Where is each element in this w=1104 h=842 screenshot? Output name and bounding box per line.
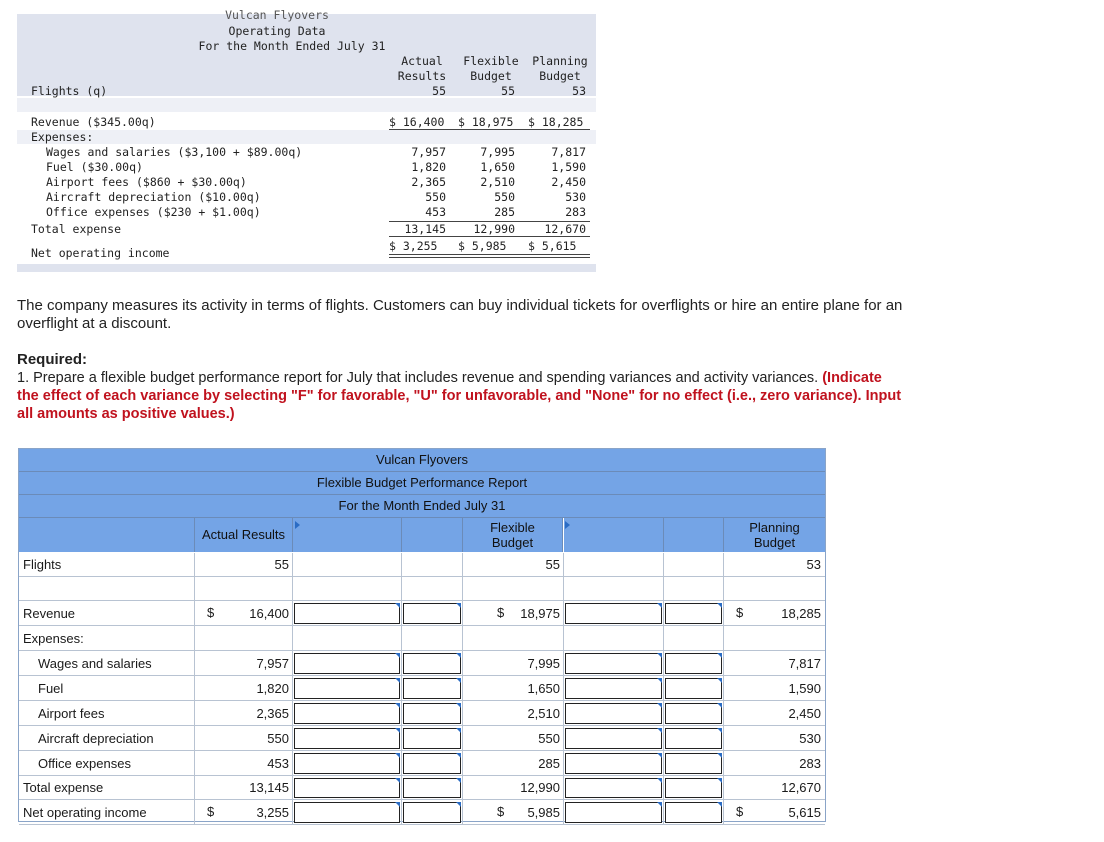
op-expense-flex: 7,995: [480, 145, 515, 159]
stripe: [17, 98, 596, 112]
flights-label: Flights: [23, 557, 62, 572]
col-head-flex-2: Budget: [470, 69, 512, 83]
revenue-plan: 18,285: [781, 606, 821, 621]
performance-report-table: [18, 448, 826, 822]
op-expense-actual: 2,365: [411, 175, 446, 189]
col-head-f-u-1: [402, 518, 463, 552]
flights-flex: 55: [545, 557, 560, 572]
variance-effect-select[interactable]: [665, 728, 722, 749]
op-expense-flex: 2,510: [480, 175, 515, 189]
col-head-flexible: [463, 518, 563, 552]
expenses-label: Expenses:: [31, 130, 94, 144]
table-cell: [293, 553, 402, 577]
variance-amount-input[interactable]: [565, 653, 662, 674]
op-expense-plan: 1,590: [551, 160, 586, 174]
double-underline: [389, 254, 590, 255]
net-operating-income-actual: 3,255: [256, 805, 289, 820]
op-expense-label: Fuel ($30.00q): [46, 160, 143, 174]
col-head-planning-line1: Planning: [749, 520, 800, 535]
op-expense-plan: 7,817: [551, 145, 586, 159]
op-expense-plan: 2,450: [551, 175, 586, 189]
col-head-flex-1: Flexible: [463, 54, 519, 68]
report-title: Flexible Budget Performance Report: [19, 472, 825, 495]
bottom-band: [17, 264, 596, 272]
report-company: Vulcan Flyovers: [19, 449, 825, 472]
required-note-2: the effect of each variance by selecting "F" for favorable, "U" for unfavorable, and "None" for no effect (i.e., zero variance). Input: [17, 388, 902, 404]
variance-effect-select[interactable]: [403, 802, 461, 823]
flights-actual: 55: [274, 557, 289, 572]
expense-label: Wages and salaries: [38, 656, 152, 671]
expense-flex: 7,995: [527, 656, 560, 671]
currency-symbol: $: [497, 605, 505, 620]
table-cell: [724, 626, 825, 651]
col-head-plan-2: Budget: [539, 69, 581, 83]
table-cell: [664, 577, 724, 601]
flights-label: Flights (q): [31, 84, 108, 98]
table-cell: [402, 577, 463, 601]
net-operating-income-flex: 5,985: [527, 805, 560, 820]
expense-label: Fuel: [38, 681, 64, 696]
expense-plan: 2,450: [788, 706, 821, 721]
currency-symbol: $: [736, 605, 744, 620]
noi-actual: $ 3,255: [389, 239, 438, 253]
report-period: For the Month Ended July 31: [19, 495, 825, 518]
company-name-cut: Vulcan Flyovers: [225, 8, 329, 22]
variance-effect-select[interactable]: [403, 778, 461, 798]
op-expense-label: Airport fees ($860 + $30.00q): [46, 175, 247, 189]
expense-plan: 7,817: [788, 656, 821, 671]
col-head-plan-1: Planning: [532, 54, 588, 68]
expense-actual: 1,820: [256, 681, 289, 696]
col-head-actual-2: Results: [397, 69, 447, 83]
required-instructions: [17, 369, 1092, 387]
variance-effect-select[interactable]: [403, 653, 461, 674]
double-underline: [389, 257, 590, 258]
expense-flex: 2,510: [527, 706, 560, 721]
total-expense-plan: 12,670: [781, 780, 821, 795]
op-expense-flex: 550: [494, 190, 515, 204]
net-operating-income-label: Net operating income: [23, 805, 147, 820]
total-expense-label: Total expense: [23, 780, 104, 795]
total-flex: 12,990: [473, 222, 515, 236]
op-expense-label: Wages and salaries ($3,100 + $89.00q): [46, 145, 303, 159]
flights-plan: 53: [806, 557, 821, 572]
op-expense-label: Office expenses ($230 + $1.00q): [46, 205, 261, 219]
revenue-plan: $ 18,285: [528, 115, 584, 129]
currency-symbol: $: [497, 804, 505, 819]
variance-amount-input[interactable]: [565, 778, 662, 798]
table-cell: [195, 577, 293, 601]
expense-flex: 1,650: [527, 681, 560, 696]
currency-symbol: $: [207, 804, 215, 819]
noi-label: Net operating income: [31, 246, 170, 260]
col-head-actual-1: Actual: [401, 54, 443, 68]
op-expense-actual: 550: [425, 190, 446, 204]
variance-amount-input[interactable]: [565, 603, 662, 624]
variance-amount-input[interactable]: [565, 728, 662, 749]
op-expense-actual: 1,820: [411, 160, 446, 174]
intro-line-2: overflight at a discount.: [17, 315, 172, 332]
variance-effect-select[interactable]: [403, 703, 461, 724]
table-cell: [463, 626, 564, 651]
expense-plan: 530: [799, 731, 821, 746]
table-cell: [293, 577, 402, 601]
variance-effect-select[interactable]: [665, 802, 722, 823]
col-head-flexible-line2: Budget: [491, 535, 534, 550]
variance-amount-input[interactable]: [565, 703, 662, 724]
table-cell: [19, 577, 195, 601]
variance-effect-select[interactable]: [665, 753, 722, 774]
dropdown-marker: [295, 521, 300, 529]
intro-paragraph: [17, 297, 1087, 333]
col-head-f-u-2: [664, 518, 724, 552]
underline: [389, 236, 590, 237]
op-expense-plan: 530: [565, 190, 586, 204]
variance-effect-select[interactable]: [403, 603, 461, 624]
col-head-planning-line2: Budget: [753, 535, 796, 550]
flights-flex: 55: [501, 84, 515, 98]
table-cell: [463, 577, 564, 601]
operating-data-title: Operating Data: [228, 24, 326, 38]
required-item: 1. Prepare a flexible budget performance report for July that includes revenue and spending variances and activity variances.: [17, 370, 819, 386]
revenue-flex: 18,975: [520, 606, 560, 621]
revenue-actual: $ 16,400: [389, 115, 445, 129]
table-cell: [293, 626, 402, 651]
table-cell: [564, 626, 664, 651]
op-expense-actual: 7,957: [411, 145, 446, 159]
flights-plan: 53: [572, 84, 586, 98]
expenses-heading: Expenses:: [23, 631, 84, 646]
variance-effect-select[interactable]: [403, 678, 461, 699]
variance-amount-input[interactable]: [565, 753, 662, 774]
revenue-actual: 16,400: [249, 606, 289, 621]
operating-data-period: For the Month Ended July 31: [198, 39, 386, 53]
expense-actual: 7,957: [256, 656, 289, 671]
operating-data-panel: [17, 8, 596, 272]
table-cell: [564, 577, 664, 601]
variance-amount-input[interactable]: [294, 802, 400, 823]
net-operating-income-plan: 5,615: [788, 805, 821, 820]
total-expense-label: Total expense: [31, 222, 122, 236]
col-head-actual: Actual Results: [195, 518, 293, 552]
variance-amount-input[interactable]: [294, 728, 400, 749]
op-expense-flex: 1,650: [480, 160, 515, 174]
col-head-flexible-line1: Flexible: [490, 520, 535, 535]
table-cell: [664, 553, 724, 577]
revenue-label: Revenue: [23, 606, 76, 621]
noi-flex: $ 5,985: [458, 239, 507, 253]
variance-effect-select[interactable]: [665, 653, 722, 674]
col-head-variance-1: [293, 518, 402, 552]
expense-label: Aircraft depreciation: [38, 731, 154, 746]
op-expense-flex: 285: [494, 205, 515, 219]
variance-amount-input[interactable]: [565, 678, 662, 699]
variance-effect-select[interactable]: [665, 778, 722, 798]
noi-plan: $ 5,615: [528, 239, 577, 253]
total-expense-flex: 12,990: [520, 780, 560, 795]
currency-symbol: $: [736, 804, 744, 819]
col-head-label-blank: [19, 518, 195, 552]
total-actual: 13,145: [404, 222, 446, 236]
total-plan: 12,670: [544, 222, 586, 236]
table-cell: [402, 626, 463, 651]
table-cell: [664, 626, 724, 651]
required-note-3: all amounts as positive values.): [17, 406, 235, 422]
variance-effect-select[interactable]: [665, 603, 722, 624]
expense-plan: 283: [799, 756, 821, 771]
stripe: [17, 130, 596, 144]
variance-amount-input[interactable]: [294, 678, 400, 699]
variance-amount-input[interactable]: [294, 653, 400, 674]
variance-amount-input[interactable]: [294, 778, 400, 798]
revenue-flex: $ 18,975: [458, 115, 514, 129]
table-cell: [195, 626, 293, 651]
expense-label: Airport fees: [38, 706, 105, 721]
op-expense-label: Aircraft depreciation ($10.00q): [46, 190, 261, 204]
variance-effect-select[interactable]: [403, 753, 461, 774]
expense-actual: 453: [267, 756, 289, 771]
required-note-1: (Indicate: [822, 370, 882, 386]
variance-amount-input[interactable]: [294, 603, 400, 624]
table-cell: [402, 553, 463, 577]
variance-effect-select[interactable]: [403, 728, 461, 749]
total-expense-actual: 13,145: [249, 780, 289, 795]
expense-actual: 2,365: [256, 706, 289, 721]
table-cell: [564, 553, 664, 577]
col-head-planning: [724, 518, 825, 552]
op-expense-plan: 283: [565, 205, 586, 219]
intro-line-1: The company measures its activity in terms of flights. Customers can buy individual tickets for overflights or hire an entire plane for an: [17, 297, 903, 314]
flights-actual: 55: [432, 84, 446, 98]
required-section: [17, 351, 1092, 423]
currency-symbol: $: [207, 605, 215, 620]
col-head-variance-2: [564, 518, 664, 552]
table-cell: [724, 577, 825, 601]
required-heading: Required:: [17, 351, 88, 368]
expense-plan: 1,590: [788, 681, 821, 696]
expense-flex: 550: [538, 731, 560, 746]
expense-label: Office expenses: [38, 756, 131, 771]
variance-amount-input[interactable]: [565, 802, 662, 823]
variance-effect-select[interactable]: [665, 703, 722, 724]
expense-flex: 285: [538, 756, 560, 771]
variance-effect-select[interactable]: [665, 678, 722, 699]
variance-amount-input[interactable]: [294, 703, 400, 724]
dropdown-marker: [565, 521, 570, 529]
op-expense-actual: 453: [425, 205, 446, 219]
variance-amount-input[interactable]: [294, 753, 400, 774]
expense-actual: 550: [267, 731, 289, 746]
revenue-label: Revenue ($345.00q): [31, 115, 156, 129]
